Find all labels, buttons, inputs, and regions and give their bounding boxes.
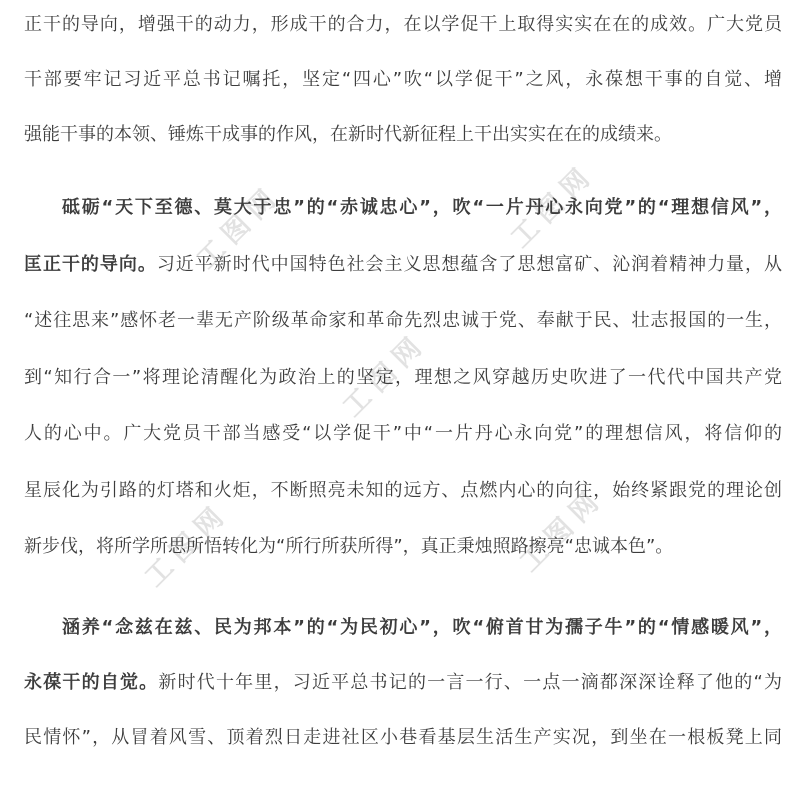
text-line	[24, 52, 782, 107]
text-line	[24, 406, 782, 463]
watermark-text: 工图网	[505, 158, 602, 255]
watermark-text: 工图网	[337, 327, 434, 424]
text-line	[24, 463, 782, 520]
watermark-text: 工图网	[514, 482, 611, 579]
text-line	[24, 107, 782, 162]
text-line	[24, 293, 782, 350]
bold-text-segment: 砥砺“天下至德、莫大于忠”的“赤诚忠心”，吹“一片丹心永向党”的“理想信风”，	[62, 197, 782, 218]
bold-text-segment: 涵养“念兹在兹、民为邦本”的“为民初心”，吹“俯首甘为孺子牛”的“情感暖风”，	[62, 616, 782, 638]
text-segment: “述往思来”感怀老一辈无产阶级革命家和革命先烈忠诚于党、奉献于民、壮志报国的一生，	[24, 310, 782, 331]
watermark-text: 工图网	[191, 179, 288, 276]
text-segment: 正干的导向，增强干的动力，形成干的合力，在以学促干上取得实实在在的成效。广大党员	[24, 14, 782, 35]
text-line	[24, 350, 782, 407]
text-segment: 习近平新时代中国特色社会主义思想蕴含了思想富矿、沁润着精神力量，从	[156, 253, 782, 275]
text-segment: 新步伐，将所学所思所悟转化为“所行所获所得”，真正秉烛照路擦亮“忠诚本色”。	[24, 536, 674, 557]
bold-text-segment: 匡正干的导向。	[24, 253, 157, 275]
text-line	[24, 600, 782, 655]
text-line	[24, 237, 782, 294]
bold-text-segment: 永葆干的自觉。	[24, 671, 159, 693]
text-segment: 新时代十年里，习近平总书记的一言一行、一点一滴都深深诠释了他的“为	[158, 671, 782, 693]
text-segment: 干部要牢记习近平总书记嘱托，坚定“四心”吹“以学促干”之风，永葆想干事的自觉、增	[24, 69, 782, 90]
text-line	[24, 655, 782, 710]
watermark-text: 工图网	[139, 497, 236, 594]
text-line	[24, 519, 782, 576]
paragraph	[24, 0, 782, 162]
text-segment: 到“知行合一”将理论清醒化为政治上的坚定，理想之风穿越历史吹进了一代代中国共产党	[24, 366, 782, 388]
text-line	[24, 0, 782, 52]
paragraph	[24, 600, 782, 765]
text-segment: 强能干事的本领、锤炼干成事的作风，在新时代新征程上干出实实在在的成绩来。	[24, 124, 672, 145]
text-line	[24, 180, 782, 237]
text-segment: 人的心中。广大党员干部当感受“以学促干”中“一片丹心永向党”的理想信风，将信仰的	[24, 423, 782, 444]
text-segment: 星辰化为引路的灯塔和火炬，不断照亮未知的远方、点燃内心的向往，始终紧跟党的理论创	[24, 479, 782, 501]
text-line	[24, 710, 782, 765]
paragraph	[24, 180, 782, 576]
text-segment: 民情怀”，从冒着风雪、顶着烈日走进社区小巷看基层生活生产实况，到坐在一根板凳上同	[24, 726, 782, 748]
